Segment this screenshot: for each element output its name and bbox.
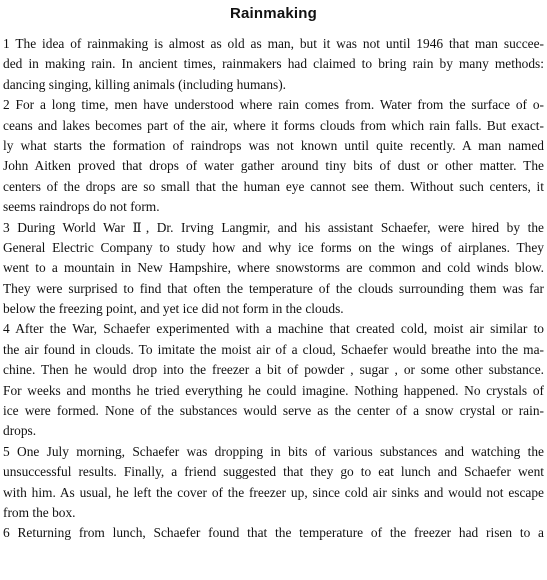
paragraph-6: [3, 523, 544, 543]
paragraph-5: [3, 442, 544, 524]
document-body: [3, 34, 544, 544]
text-line: dancing singing, killing animals (including humans).: [3, 76, 287, 92]
text-line: drops.: [3, 423, 37, 439]
text-line: 5 One July morning, Schaefer was dropping in bits of various substances and watching the: [3, 443, 544, 459]
text-line: 1 The idea of rainmaking is almost as old as man, but it was not until 1946 that man succee-: [3, 36, 544, 51]
text-line: For weeks and months he tried everything he could imagine. Nothing happened. No crystals of: [3, 382, 544, 398]
text-line: ice were formed. None of the substances would serve as the center of a snow crystal or rain-: [3, 403, 544, 419]
text-line: went to a mountain in New Hampshire, where snowstorms are common and cold winds blow.: [3, 260, 544, 276]
text-line: General Electric Company to study how and why ice forms on the wings of airplanes. They: [3, 239, 544, 255]
text-line: below the freezing point, and yet ice did not form in the clouds.: [3, 301, 344, 317]
paragraph-3: [3, 218, 544, 320]
text-line: 2 For a long time, men have understood where rain comes from. Water from the surface of o-: [3, 97, 544, 113]
text-line: ly what starts the formation of raindrops was not known until quite recently. A man named: [3, 137, 544, 153]
text-line: seems raindrops do not form.: [3, 199, 160, 215]
document-title: Rainmaking: [229, 5, 318, 22]
text-line: from the box.: [3, 504, 76, 520]
text-line: 3 During World War Ⅱ, Dr. Irving Langmir, and his assistant Schaefer, were hired by the: [3, 219, 544, 235]
text-line: unsuccessful results. Finally, a friend suggested that they go to eat lunch and Schaefer went: [3, 464, 544, 480]
paragraph-2: [3, 95, 544, 217]
text-line: 6 Returning from lunch, Schaefer found that the temperature of the freezer had risen to a: [3, 525, 544, 541]
text-line: chine. Then he would drop into the freezer a bit of powder , sugar , or some other substance.: [3, 362, 544, 378]
text-line: 4 After the War, Schaefer experimented with a machine that created cold, moist air similar to: [3, 321, 544, 337]
text-line: ded in making rain. In ancient times, rainmakers had claimed to bring rain by many methods:: [3, 56, 544, 72]
text-line: ceans and lakes becomes part of the air, where it forms clouds from which rain falls. But exact-: [3, 117, 544, 133]
text-line: centers of the drops are so small that the human eye cannot see them. Without such centers, it: [3, 178, 544, 194]
text-line: the air found in clouds. To imitate the moist air of a cloud, Schaefer would breathe into the ma-: [3, 341, 544, 357]
paragraph-1: [3, 34, 544, 95]
text-line: with him. As usual, he left the cover of the freezer up, since cold air sinks and would not escape: [3, 484, 544, 500]
text-line: John Aitken proved that drops of water gather around tiny bits of dust or other matter. The: [3, 158, 544, 174]
text-line: They were surprised to find that often the temperature of the clouds surrounding them was far: [3, 280, 544, 296]
paragraph-4: [3, 319, 544, 441]
